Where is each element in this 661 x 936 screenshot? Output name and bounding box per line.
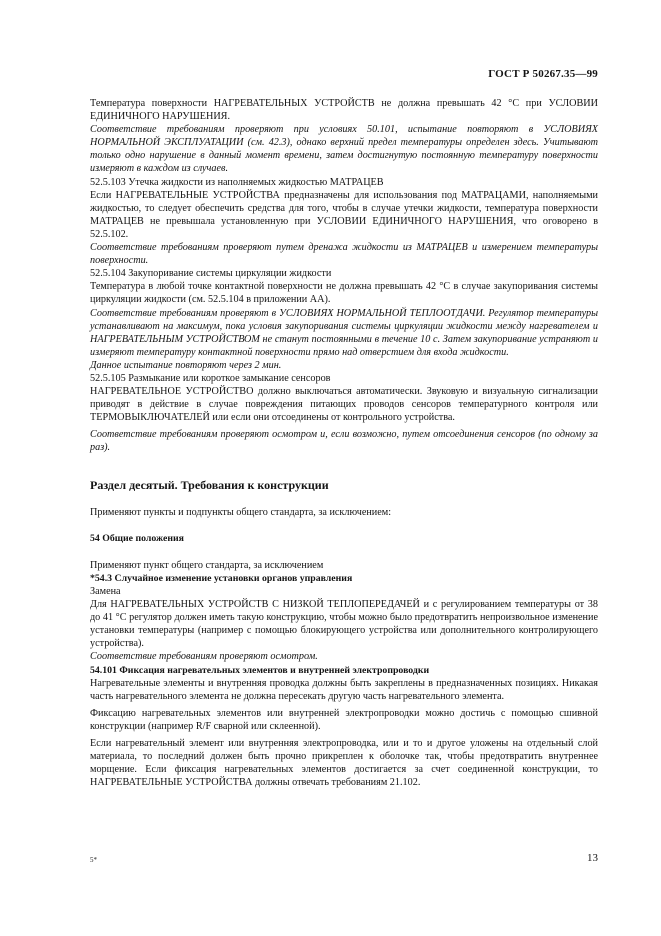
clause-heading: 54.101 Фиксация нагревательных элементов и внутренней электропроводки xyxy=(90,664,430,676)
paragraph: Замена xyxy=(90,586,121,597)
paragraph: Применяют пункт общего стандарта, за исключением xyxy=(90,559,324,571)
paragraph: Фиксацию нагревательных элементов или внутренней электропроводки можно достичь с помощью сшивной конструкции (например R/F сварной или склеенной). xyxy=(90,707,598,732)
paragraph: Нагревательные элементы и внутренняя проводка должны быть закреплены в предназначенных позициях. Никакая часть нагревательного элемента не должна пересекать другую часть нагревательного элемента. xyxy=(90,677,598,702)
paragraph: Если НАГРЕВАТЕЛЬНЫЕ УСТРОЙСТВА предназначены для использования под МАТРАЦАМИ, наполняемыми жидкостью, то следует обеспечить средства для того, чтобы в случае утечки жидкости, температура поверхности МАТРАЦЕВ не превышала установленную при УСЛОВИИ ЕДИНИЧНОГО НАРУШЕНИЯ, что оговорено в 52.5.102. xyxy=(90,189,598,240)
paragraph: Температура в любой точке контактной поверхности не должна превышать 42 °С в случае закупоривания системы циркуляции жидкости (см. 52.5.104 в приложении АА). xyxy=(90,281,598,306)
document-code-header: ГОСТ Р 50267.35—99 xyxy=(488,68,598,80)
compliance-note: Соответствие требованиям проверяют путем дренажа жидкости из МАТРАЦЕВ и измерением температуры поверхности. xyxy=(90,242,598,267)
paragraph: НАГРЕВАТЕЛЬНОЕ УСТРОЙСТВО должно выключаться автоматически. Звуковую и визуальную сигнализации приводят в действие в случае повреждения питающих проводов сенсоров температурного контроля или ТЕРМОВЫКЛЮЧАТЕЛЕЙ или если они отсоединены от контрольного устройства. xyxy=(90,386,598,424)
paragraph: Температура поверхности НАГРЕВАТЕЛЬНЫХ УСТРОЙСТВ не должна превышать 42 °С при УСЛОВИИ ЕДИНИЧНОГО НАРУШЕНИЯ. xyxy=(90,98,598,123)
compliance-note: Данное испытание повторяют через 2 мин. xyxy=(90,359,282,371)
paragraph: Если нагревательный элемент или внутренняя электропроводка, или и то и другое уложены на отдельный слой материала, то последний должен быть прочно прикреплен к оболочке так, чтобы предотвратить внутреннее морщение. Если фиксация нагревательных элементов достигается за счет соединенной конструкции, то НАГРЕВАТЕЛЬНЫЕ УСТРОЙСТВА должны отвечать требованиям 21.102. xyxy=(90,738,598,789)
clause-heading: 54 Общие положения xyxy=(90,532,184,544)
clause-heading: 52.5.104 Закупоривание системы циркуляции жидкости xyxy=(90,268,332,280)
page-body xyxy=(90,97,598,789)
paragraph: Для НАГРЕВАТЕЛЬНЫХ УСТРОЙСТВ С НИЗКОЙ ТЕПЛОПЕРЕДАЧЕЙ и с регулированием температуры от 38 до 41 °С регулятор должен иметь такую конструкцию, чтобы можно было предотвратить непроизвольное изменение установки температуры (например с помощью блокирующего устройства или дополнительного контролирующего устройства). xyxy=(90,599,598,650)
clause-heading: *54.3 Случайное изменение установки органов управления xyxy=(90,572,353,584)
clause-heading: 52.5.103 Утечка жидкости из наполняемых жидкостью МАТРАЦЕВ xyxy=(90,176,384,188)
compliance-note: Соответствие требованиям проверяют при условиях 50.101, испытание повторяют в УСЛОВИЯХ НОРМАЛЬНОЙ ЭКСПЛУАТАЦИИ (см. 42.3), однако верхний предел температуры определен здесь. Учитывают только одно нарушение в данный момент времени, затем достигнутую постоянную температуру поверхности измеряют в каждом из случаев. xyxy=(90,124,598,175)
compliance-note: Соответствие требованиям проверяют осмотром и, если возможно, путем отсоединения сенсоров (по одному за раз). xyxy=(90,429,598,454)
paragraph: Применяют пункты и подпункты общего стандарта, за исключением: xyxy=(90,506,392,518)
compliance-note: Соответствие требованиям проверяют осмотром. xyxy=(90,651,318,663)
compliance-note: Соответствие требованиям проверяют в УСЛОВИЯХ НОРМАЛЬНОЙ ТЕПЛООТДАЧИ. Регулятор температуры устанавливают на максимум, пока условия закупоривания системы циркуляции жидкости между нагревателем и НАГРЕВАТЕЛЬНЫМ УСТРОЙСТВОМ не станут постоянными в течение 10 с. Затем закупоривание устраняют и измеряют температуру контактной поверхности прямо над отверстием для входа жидкости. xyxy=(90,307,598,358)
clause-heading: 52.5.105 Размыкание или короткое замыкание сенсоров xyxy=(90,372,331,384)
page-number: 13 xyxy=(587,852,598,864)
section-title: Раздел десятый. Требования к конструкции xyxy=(90,477,329,492)
footer-signature-mark: 5* xyxy=(90,856,97,864)
